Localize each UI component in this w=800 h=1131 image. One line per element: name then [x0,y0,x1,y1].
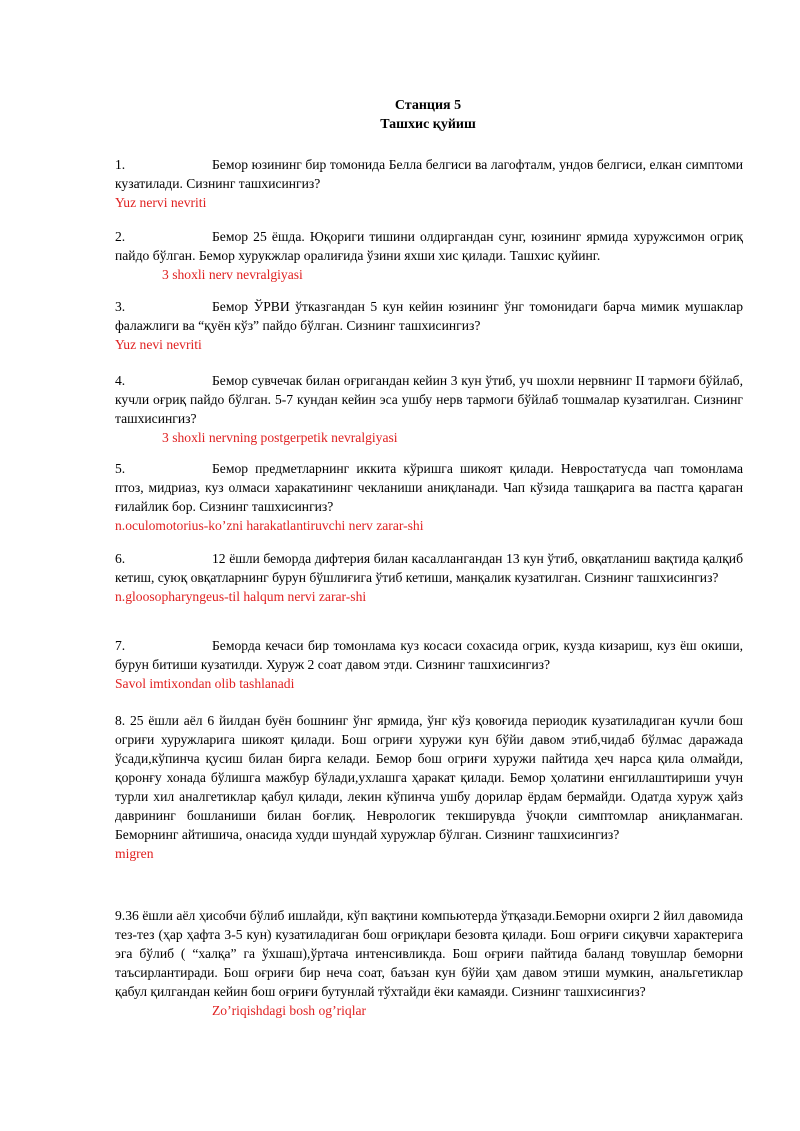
question-text: Бемор предметларнинг иккита кўришга шикоят қилади. Невростатусда чап томонлама птоз, мидриаз, куз олмаси харакатининг чекланиши аниқланади. Чап кўзида ташқарига ва пастга қараган ғилайлик бор. Сизнинг ташхисингиз? [115,461,743,514]
answer-text: Zo’riqishdagi bosh og’riqlar [212,1003,367,1018]
answer-text: Yuz nevi nevriti [115,337,202,352]
question-1 [115,155,743,212]
question-3 [115,297,743,354]
question-text: Бемор 25 ёшда. Юқориги тишини олдиргандан сунг, юзининг ярмида хуружсимон огриқ пайдо бўлган. Бемор хурукжлар оралиғида ўзини яхши хис қилади. Ташхис қуйинг. [115,229,743,263]
question-7 [115,636,743,693]
answer-text: 3 shoxli nervning postgerpetik nevralgiyasi [162,430,398,445]
question-text: 12 ёшли беморда дифтерия билан касаллангандан 13 кун ўтиб, овқатланиш вақтида қалқиб кетиш, суюқ овқатларнинг бурун бўшлиғига ўтиб кетиши, манқалик кузатилган. Сизнинг ташхисингиз? [115,551,743,585]
answer-text: migren [115,846,154,861]
question-number: 4. [115,373,126,388]
question-text: 36 ёшли аёл ҳисобчи бўлиб ишлайди, кўп вақтини компьютерда ўтқазади.Беморни охирги 2 йил давомида тез-тез (ҳар ҳафта 3-5 кун) кузатиладиган бош оғриқлари безовта қилади. Бош оғриғи сиқувчи характерига эга бўлиб ( “халқа” га ўхшаш),ўртача интенсивликда. Бош оғриғи пайтида баланд товушлар беморни таъсирлантиради. Бош оғриғи бир неча соат, баъзан кун бўйи ҳам давом этиши мумкин, анальгетиклар қабул қилгандан кейин бош оғриғи бутунлай тўхтайди ёки камаяди. Сизнинг ташхисингиз? [115,908,743,999]
question-number: 8. [115,713,126,728]
answer-text: Savol imtixondan olib tashlanadi [115,676,295,691]
question-4 [115,371,743,447]
question-text: Бемор юзининг бир томонида Белла белгиси ва лагофталм, ундов белгиси, елкан симптоми кузатилади. Сизнинг ташхисингиз? [115,157,743,191]
question-number: 9. [115,908,126,923]
question-number: 5. [115,461,126,476]
question-8 [115,711,743,863]
question-5 [115,459,743,535]
page-subtitle: Ташхис қуйиш [380,117,476,132]
question-text: 25 ёшли аёл 6 йилдан буён бошнинг ўнг ярмида, ўнг кўз қовоғида периодик кузатиладиган кучли бош огриғи хуружларига шикоят қилади. Бош огриғи хуружи кун бўйи давом этиб,чидаб бўлмас даражада ўсади,кўпинча қусиш билан бирга келади. Бемор бош огриғи хуружи пайтида ҳеч нарса қила олмайди, қоронғу хонада бўлишга мажбур бўлади,ухлашга ҳаракат қилади. Бемор ҳолатини енгиллаштириши учун турли хил аналгетиклар қабул қилади, лекин кўпинча ушбу дорилар ёрдам бермайди. Одатда хуруж ҳайз даврининг бошланиши билан боғлиқ. Неврологик текширувда ўчоқли симптомлар аниқланмаган. Беморнинг айтишича, онасида худди шундай хуружлар бўлган. Сизнинг ташхисингиз? [115,713,743,842]
question-number: 1. [115,157,126,172]
question-text: Бемор сувчечак билан оғригандан кейин 3 кун ўтиб, уч шохли нервнинг II тармоғи бўйлаб, кучли оғриқ пайдо бўлган. 5-7 кундан кейин эса ушбу нерв тармоги бўйлаб тошмалар кузатилган. Сизнинг ташхисингиз? [115,373,743,426]
answer-text: Yuz nervi nevriti [115,195,207,210]
question-number: 7. [115,638,126,653]
answer-text: 3 shoxli nerv nevralgiyasi [162,267,303,282]
answer-text: n.oculomotorius-ko’zni harakatlantiruvchi nerv zarar-shi [115,518,424,533]
question-9 [115,906,743,1020]
page-title: Станция 5 [394,98,462,113]
question-number: 6. [115,551,126,566]
question-number: 3. [115,299,126,314]
question-text: Бемор ЎРВИ ўтказгандан 5 кун кейин юзининг ўнг томонидаги барча мимик мушаклар фалажлиги ва “қуён кўз” пайдо бўлган. Сизнинг ташхисингиз? [115,299,743,333]
question-number: 2. [115,229,126,244]
answer-text: n.gloosopharyngeus-til halqum nervi zarar-shi [115,589,367,604]
question-text: Беморда кечаси бир томонлама куз косаси сохасида огрик, кузда кизариш, куз ёш окиши, бурун битиши кузатилди. Хуруж 2 соат давом этди. Сизнинг ташхисингиз? [115,638,743,672]
question-2 [115,227,743,284]
question-6 [115,549,743,606]
